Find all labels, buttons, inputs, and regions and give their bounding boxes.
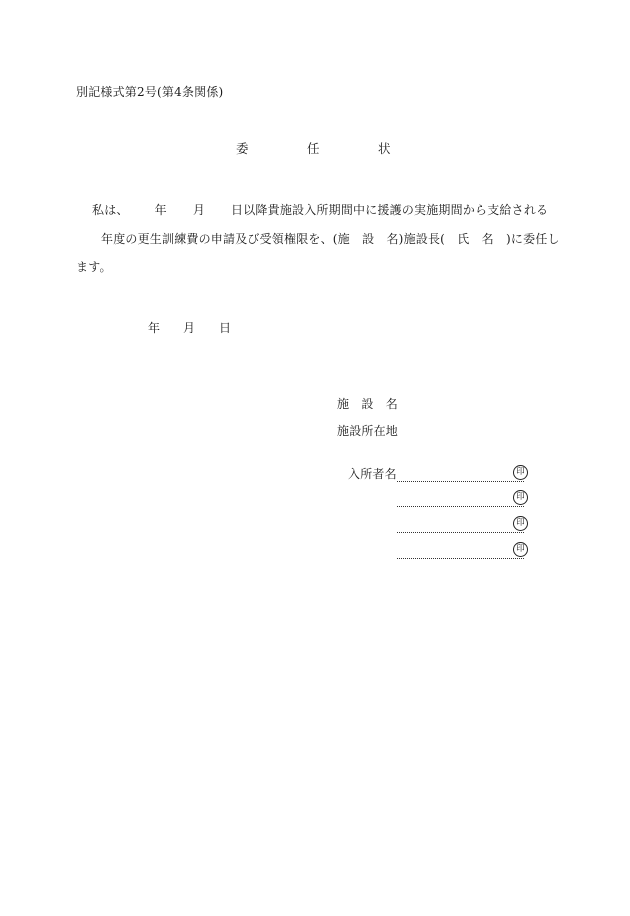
resident-signature-line-3 — [397, 532, 524, 533]
seal-mark-1: 印 — [513, 465, 528, 480]
body-line-1-prefix: 私は、 — [92, 203, 129, 217]
body-line-2: 年度の更生訓練費の申請及び受領権限を、(施 設 名)施設長( 氏 名 )に委任し — [101, 232, 560, 246]
document-title-char-2: 任 — [307, 141, 320, 156]
resident-name-label: 入所者名 — [348, 467, 397, 481]
body-line-1-month: 月 — [192, 203, 206, 217]
document-title-char-3: 状 — [378, 141, 391, 156]
body-line-1 — [92, 202, 548, 218]
date-day-label: 日 — [219, 321, 232, 335]
resident-signature-line-1 — [397, 481, 524, 482]
resident-signature-line-2 — [397, 506, 524, 507]
body-line-1-rest: 日以降貴施設入所期間中に援護の実施期間から支給される — [231, 203, 549, 217]
seal-mark-3: 印 — [513, 516, 528, 531]
date-year-label: 年 — [148, 321, 161, 335]
seal-mark-2: 印 — [513, 490, 528, 505]
resident-signature-line-4 — [397, 558, 524, 559]
seal-mark-4: 印 — [513, 542, 528, 557]
date-month-label: 月 — [183, 321, 196, 335]
form-number-label: 別記様式第2号(第4条関係) — [76, 85, 224, 99]
facility-name-label: 施 設 名 — [337, 397, 399, 411]
facility-address-label: 施設所在地 — [337, 424, 399, 438]
document-title-char-1: 委 — [236, 141, 249, 156]
body-line-1-year: 年 — [154, 203, 167, 217]
body-line-3: ます。 — [76, 260, 112, 274]
